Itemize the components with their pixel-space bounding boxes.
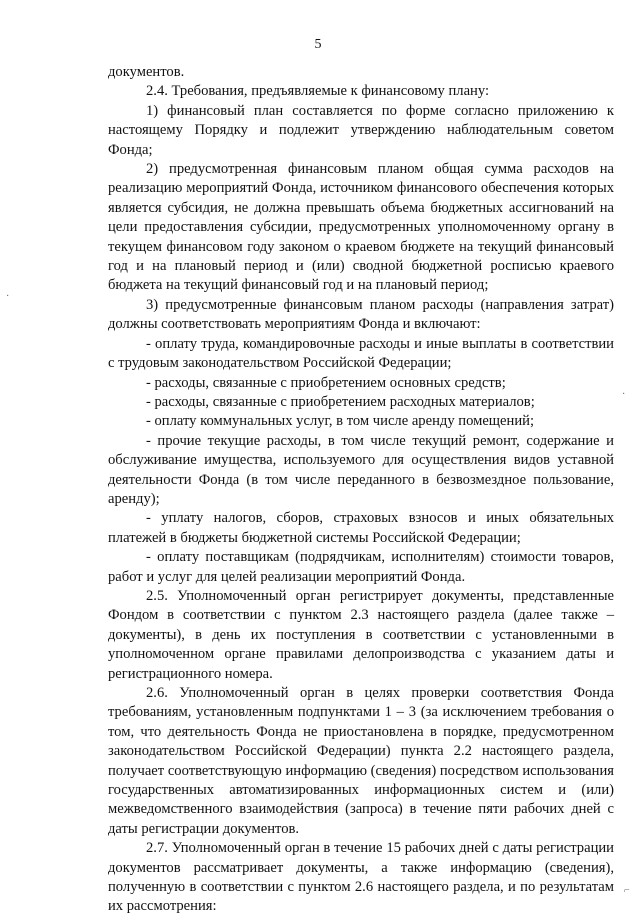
list-item: - оплату коммунальных услуг, в том числе аренду помещений; — [146, 413, 535, 430]
paragraph: документов. — [108, 64, 185, 80]
list-item: - расходы, связанные с приобретением основных средств; — [146, 374, 506, 391]
paragraph: 3) предусмотренные финансовым планом расходы (направления затрат) должны соответствовать мероприятиям Фонда и включают: — [108, 296, 614, 333]
paragraph: 2) предусмотренная финансовым планом общая сумма расходов на реализацию мероприятий Фонда, источником финансового обеспечения которых является субсидия, не должна превышать объема бюджетных ассигнований на цели предоставления субсидии, предусмотренных уполномоченному органу в текущем финансовом году законом о краевом бюджете на текущий финансовый год и на плановый период и (или) сводной бюджетной росписью краевого бюджета на текущий финансовый год и на плановый период; — [108, 161, 614, 294]
list-item: - прочие текущие расходы, в том числе текущий ремонт, содержание и обслуживание имущества, используемого для осуществления видов уставной деятельности Фонда (в том числе переданного в безвозмездное пользование, аренду); — [108, 432, 614, 507]
paragraph: 2.5. Уполномоченный орган регистрирует документы, представленные Фондом в соответствии с пунктом 2.3 настоящего раздела (далее также – документы), в день их поступления в соответствии с установленными в уполномоченном органе правилами делопроизводства с указанием даты и регистрационного номера. — [108, 587, 614, 682]
paragraph: 2.6. Уполномоченный орган в целях проверки соответствия Фонда требованиям, установленным подпунктами 1 – 3 (за исключением требования о том, что деятельность Фонда не приостановлена в порядке, предусмотренном законодательством Российской Федерации) пункта 2.2 настоящего раздела, получает соответствующую информацию (сведения) посредством использования государственных автоматизированных информационных систем и (или) межведомственного взаимодействия (запроса) в течение пяти рабочих дней с даты регистрации документов. — [108, 685, 614, 837]
paragraph: 2.4. Требования, предъявляемые к финансовому плану: — [146, 83, 490, 100]
list-item: - расходы, связанные с приобретением расходных материалов; — [146, 393, 535, 410]
document-body — [108, 63, 614, 917]
list-item: - оплату труда, командировочные расходы и иные выплаты в соответствии с трудовым законодательством Российской Федерации; — [108, 335, 614, 372]
scan-mark: ⌐ — [624, 885, 630, 896]
page-number: 5 — [314, 37, 322, 52]
list-item: - оплату поставщикам (подрядчикам, исполнителям) стоимости товаров, работ и услуг для целей реализации мероприятий Фонда. — [108, 549, 614, 585]
paragraph: 1) финансовый план составляется по форме согласно приложению к настоящему Порядку и подлежит утверждению наблюдательным советом Фонда; — [108, 102, 614, 158]
list-item: - уплату налогов, сборов, страховых взносов и иных обязательных платежей в бюджеты бюджетной системы Российской Федерации; — [108, 510, 614, 546]
scan-mark: · — [6, 291, 10, 302]
scan-mark: · — [622, 389, 626, 400]
paragraph: 2.7. Уполномоченный орган в течение 15 рабочих дней с даты регистрации документов рассматривает документы, а также информацию (сведения), полученную в соответствии с пунктом 2.6 настоящего раздела, и по результатам их рассмотрения: — [108, 840, 614, 915]
